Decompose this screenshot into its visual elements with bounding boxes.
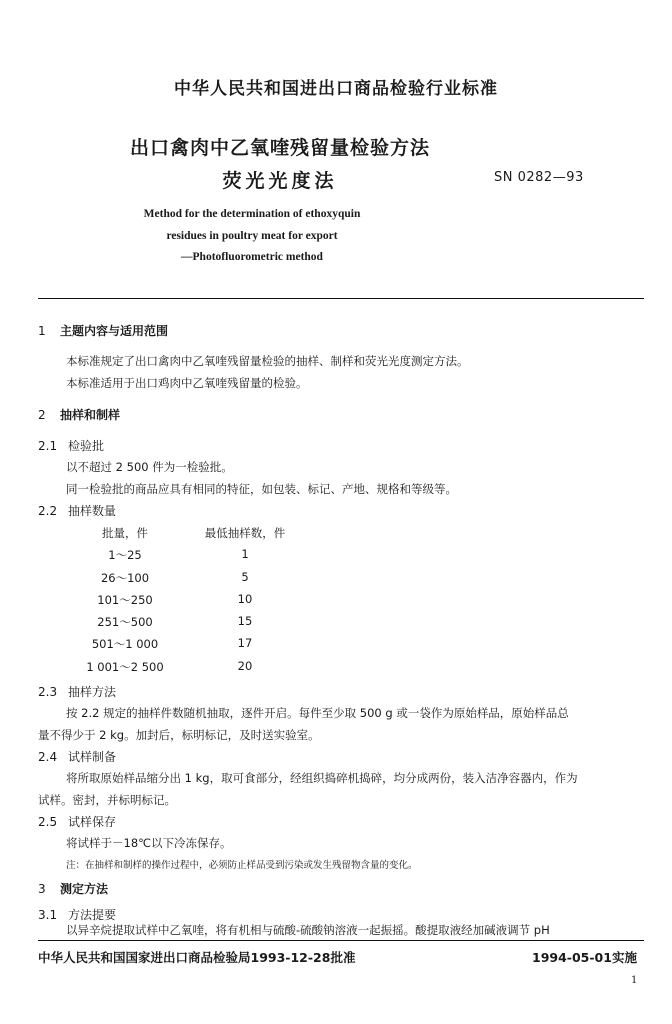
table-cell-samples: 5 xyxy=(241,570,249,584)
standard-code: SN 0282—93 xyxy=(494,170,584,185)
section-2-5-heading xyxy=(38,813,116,830)
industry-standard-title: 中华人民共和国进出口商品检验行业标准 xyxy=(174,79,498,99)
section-2-1-title: 检验批 xyxy=(68,439,105,453)
table-header-min-samples: 最低抽样数，件 xyxy=(204,526,286,540)
section-1-heading xyxy=(38,322,168,339)
section-1-title: 主题内容与适用范围 xyxy=(60,324,169,338)
english-title-line1: Method for the determination of ethoxyquin xyxy=(143,208,361,220)
table-cell-batch: 26～100 xyxy=(100,571,150,585)
section-2-4-heading xyxy=(38,748,116,765)
section-2-2-heading xyxy=(38,502,116,519)
section-3-1-paragraph-1: 以异辛烷提取试样中乙氧喹，将有机相与硫酸-硫酸钠溶液一起振摇。酸提取液经加碱液调节 pH xyxy=(66,923,550,937)
table-cell-batch: 251～500 xyxy=(97,615,153,629)
effective-date: 1994-05-01实施 xyxy=(532,950,637,965)
table-cell-batch: 101～250 xyxy=(97,593,153,607)
table-cell-samples: 20 xyxy=(237,659,253,673)
section-2-2-number: 2.2 xyxy=(38,504,58,518)
table-cell-samples: 1 xyxy=(241,547,249,561)
section-2-1-paragraph-2: 同一检验批的商品应具有相同的特征，如包装、标记、产地、规格和等级等。 xyxy=(66,482,457,496)
table-cell-samples: 10 xyxy=(237,592,253,606)
section-2-5-title: 试样保存 xyxy=(68,815,117,829)
english-title-line2: residues in poultry meat for export xyxy=(166,230,338,242)
table-cell-batch: 501～1 000 xyxy=(91,637,159,651)
section-2-3-paragraph-1: 按 2.2 规定的抽样件数随机抽取，逐件开启。每件至少取 500 g 或一袋作为原始样品，原始样品总 xyxy=(66,706,569,720)
section-2-3-number: 2.3 xyxy=(38,685,58,699)
section-2-5-number: 2.5 xyxy=(38,815,58,829)
table-cell-batch: 1 001～2 500 xyxy=(86,660,164,674)
section-2-1-paragraph-1: 以不超过 2 500 件为一检验批。 xyxy=(66,460,233,474)
table-cell-batch: 1～25 xyxy=(108,548,142,562)
table-cell-samples: 15 xyxy=(237,614,253,628)
section-2-3-title: 抽样方法 xyxy=(68,685,117,699)
header-divider xyxy=(38,298,644,299)
document-title-line2: 荧光光度法 xyxy=(222,170,338,192)
section-2-3-heading xyxy=(38,683,116,700)
section-2-5-note: 注：在抽样和制样的操作过程中，必须防止样品受到污染或发生残留物含量的变化。 xyxy=(66,860,418,871)
section-2-4-number: 2.4 xyxy=(38,750,58,764)
section-1-paragraph-2: 本标准适用于出口鸡肉中乙氧喹残留量的检验。 xyxy=(66,376,308,390)
section-1-paragraph-1: 本标准规定了出口禽肉中乙氧喹残留量检验的抽样、制样和荧光光度测定方法。 xyxy=(66,354,469,368)
section-3-heading xyxy=(38,880,108,897)
document-title-line1: 出口禽肉中乙氧喹残留量检验方法 xyxy=(129,137,430,159)
section-2-5-paragraph-1: 将试样于－18℃以下冷冻保存。 xyxy=(66,836,232,850)
english-title-line3: —Photofluorometric method xyxy=(181,251,323,263)
section-3-1-title: 方法提要 xyxy=(68,908,117,922)
section-2-number: 2 xyxy=(38,408,46,422)
section-2-title: 抽样和制样 xyxy=(60,408,121,422)
section-2-4-title: 试样制备 xyxy=(68,750,117,764)
section-2-4-paragraph-1: 将所取原始样品缩分出 1 kg，取可食部分，经组织捣碎机捣碎，均分成两份，装入洁净容器内，作为 xyxy=(66,771,578,785)
section-1-number: 1 xyxy=(38,324,46,338)
section-2-2-title: 抽样数量 xyxy=(68,504,117,518)
approval-statement: 中华人民共和国国家进出口商品检验局1993-12-28批准 xyxy=(38,950,356,965)
section-2-4-paragraph-2: 试样。密封，并标明标记。 xyxy=(38,793,176,807)
section-3-title: 测定方法 xyxy=(60,882,109,896)
section-2-heading xyxy=(38,406,120,423)
table-header-batch: 批量，件 xyxy=(102,526,148,540)
section-3-1-heading xyxy=(38,906,116,923)
section-2-1-number: 2.1 xyxy=(38,439,58,453)
section-2-1-heading xyxy=(38,437,104,454)
section-3-1-number: 3.1 xyxy=(38,908,58,922)
page-number: 1 xyxy=(631,975,638,986)
section-3-number: 3 xyxy=(38,882,46,896)
footer-divider xyxy=(38,940,644,941)
table-cell-samples: 17 xyxy=(237,636,253,650)
section-2-3-paragraph-2: 量不得少于 2 kg。加封后，标明标记，及时送实验室。 xyxy=(38,728,320,742)
